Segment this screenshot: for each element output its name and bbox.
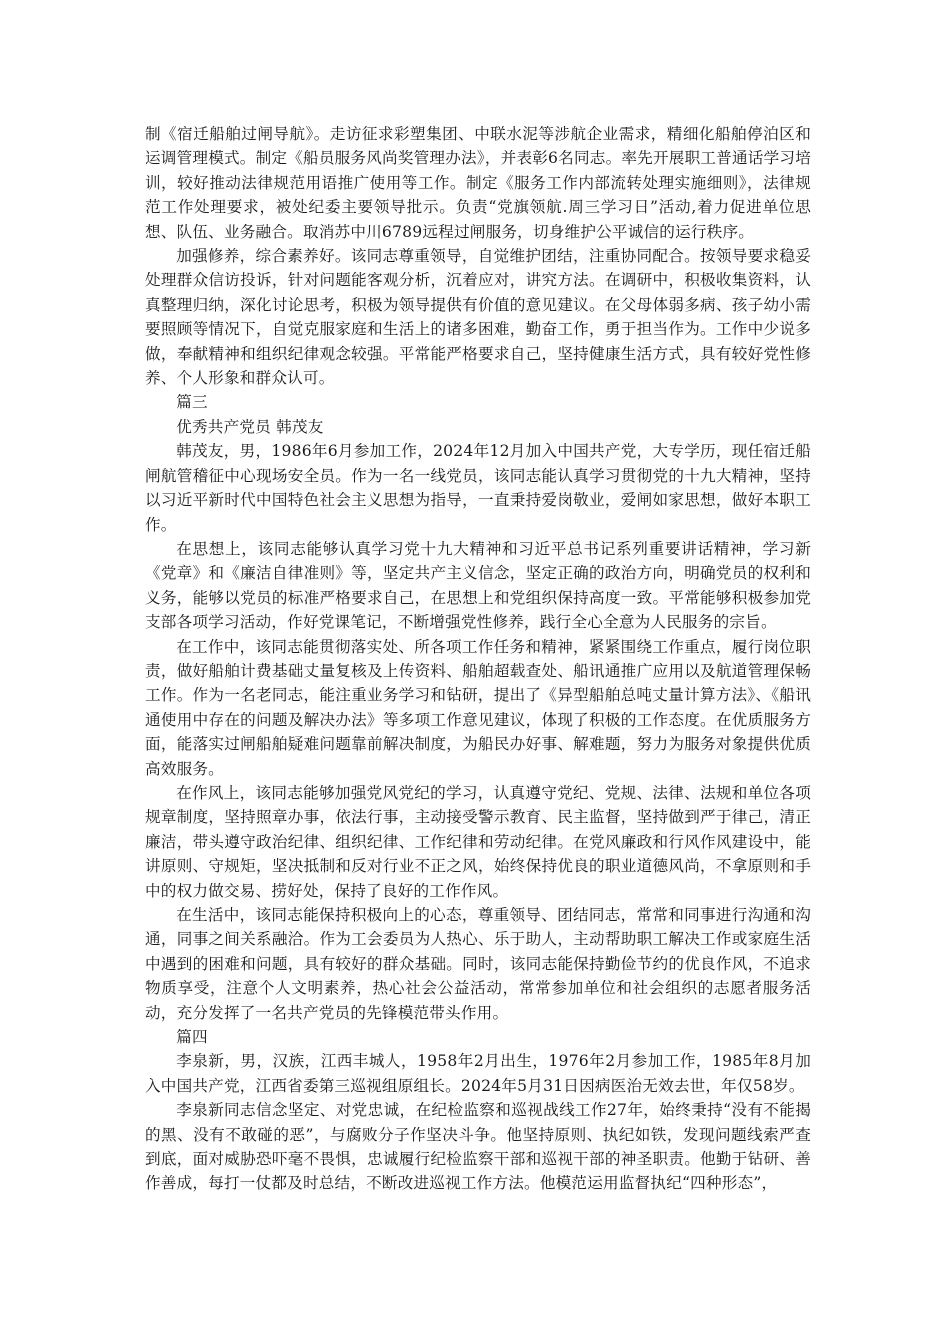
subtitle-han-maoyou: 优秀共产党员 韩茂友	[176, 417, 324, 436]
paragraph-1: 制《宿迁船舶过闸导航》。走访征求彩塑集团、中联水泥等涉航企业需求，精细化船舶停泊区和运调管理模式。制定《船员服务风尚奖管理办法》，并表彰6名同志。率先开展职工普通话学习培训，较好推动法律规范用语推广使用等工作。制定《服务工作内部流转处理实施细则》，法律规范工作处理要求，被处纪委主要领导批示。负责“党旗领航.周三学习日”活动,着力促进单位思想、队伍、业务融合。取消苏中川6789远程过闸服务，切身维护公平诚信的运行秩序。	[145, 125, 811, 241]
section-heading-4: 篇四	[176, 1028, 208, 1047]
paragraph-li-loyalty: 李泉新同志信念坚定、对党忠诚，在纪检监察和巡视战线工作27年，始终秉持“没有不能揭的黑、没有不敢碰的恶”，与腐败分子作坚决斗争。他坚持原则、执纪如铁，发现问题线索严查到底，面对威胁恐吓毫不畏惧，忠诚履行纪检监察干部和巡视干部的神圣职责。他勤于钻研、善作善成，每打一仗都及时总结，不断改进巡视工作方法。他模范运用监督执纪“四种形态”，	[145, 1101, 811, 1193]
section-heading-3: 篇三	[176, 393, 208, 412]
document-body	[145, 122, 811, 1196]
paragraph-work: 在工作中，该同志能贯彻落实处、所各项工作任务和精神，紧紧围绕工作重点，履行岗位职责，做好船舶计费基础丈量复核及上传资料、船舶超载查处、船讯通推广应用以及航道管理保畅工作。作为一名老同志，能注重业务学习和钻研，提出了《异型船舶总吨丈量计算方法》、《船讯通使用中存在的问题及解决办法》等多项工作意见建议，体现了积极的工作态度。在优质服务方面，能落实过闸船舶疑难问题靠前解决制度，为船民办好事、解难题，努力为服务对象提供优质高效服务。	[145, 637, 811, 778]
paragraph-thought: 在思想上，该同志能够认真学习党十九大精神和习近平总书记系列重要讲话精神，学习新《党章》和《廉洁自律准则》等，坚定共产主义信念，坚定正确的政治方向，明确党员的权利和义务，能够以党员的标准严格要求自己，在思想上和党组织保持高度一致。平常能够积极参加党支部各项学习活动，作好党课笔记，不断增强党性修养，践行全心全意为人民服务的宗旨。	[145, 539, 811, 632]
paragraph-life: 在生活中，该同志能保持积极向上的心态，尊重领导、团结同志，常常和同事进行沟通和沟通，同事之间关系融洽。作为工会委员为人热心、乐于助人，主动帮助职工解决工作或家庭生活中遇到的困难和问题，具有较好的群众基础。同时，该同志能保持勤俭节约的优良作风，不追求物质享受，注意个人文明素养，热心社会公益活动，常常参加单位和社会组织的志愿者服务活动，充分发挥了一名共产党员的先锋模范带头作用。	[145, 906, 811, 1022]
paragraph-intro-li: 李泉新，男，汉族，江西丰城人，1958年2月出生，1976年2月参加工作，1985年8月加入中国共产党，江西省委第三巡视组原组长。2024年5月31日因病医治无效去世，年仅58岁。	[145, 1052, 811, 1095]
paragraph-2: 加强修养，综合素养好。该同志尊重领导，自觉维护团结，注重协同配合。按领导要求稳妥处理群众信访投诉，针对问题能客观分析，沉着应对，讲究方法。在调研中，积极收集资料，认真整理归纳，深化讨论思考，积极为领导提供有价值的意见建议。在父母体弱多病、孩子幼小需要照顾等情况下，自觉克服家庭和生活上的诸多困难，勤奋工作，勇于担当作为。工作中少说多做，奉献精神和组织纪律观念较强。平常能严格要求自己，坚持健康生活方式，具有较好党性修养、个人形象和群众认可。	[145, 247, 811, 388]
paragraph-style: 在作风上，该同志能够加强党风党纪的学习，认真遵守党纪、党规、法律、法规和单位各项规章制度，坚持照章办事，依法行事，主动接受警示教育、民主监督，坚持做到严于律己，清正廉洁，带头遵守政治纪律、组织纪律、工作纪律和劳动纪律。在党风廉政和行风作风建设中，能讲原则、守规矩，坚决抵制和反对行业不正之风，始终保持优良的职业道德风尚，不拿原则和手中的权力做交易、捞好处，保持了良好的工作作风。	[145, 783, 811, 900]
paragraph-intro-han: 韩茂友，男，1986年6月参加工作，2024年12月加入中国共产党，大专学历，现任宿迁船闸航管稽征中心现场安全员。作为一名一线党员，该同志能认真学习贯彻党的十九大精神，坚持以习近平新时代中国特色社会主义思想为指导，一直秉持爱岗敬业，爱闸如家思想，做好本职工作。	[145, 442, 811, 534]
